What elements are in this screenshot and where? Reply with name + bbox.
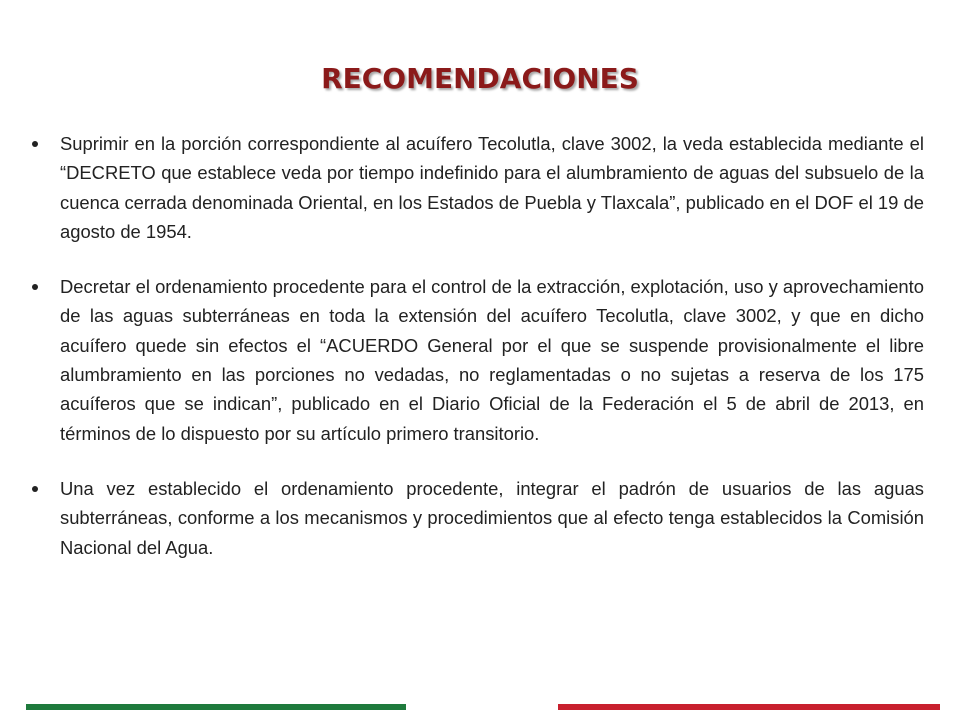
recommendations-list (32, 129, 924, 588)
footer-red-bar (558, 704, 940, 710)
bullet-icon (32, 284, 38, 290)
slide-title: RECOMENDACIONES (321, 62, 639, 95)
bullet-icon (32, 141, 38, 147)
list-item (32, 129, 924, 246)
list-item (32, 272, 924, 448)
bullet-text: Suprimir en la porción correspondiente al acuífero Tecolutla, clave 3002, la veda establecida mediante el “DECRETO que establece veda por tiempo indefinido para el alumbramiento de aguas del subsuelo de la cuenca cerrada denominada Oriental, en los Estados de Puebla y Tlaxcala”, publicado en el DOF el 19 de agosto de 1954. (60, 133, 924, 242)
bullet-icon (32, 486, 38, 492)
footer-green-bar (26, 704, 406, 710)
list-item (32, 474, 924, 562)
bullet-text: Una vez establecido el ordenamiento procedente, integrar el padrón de usuarios de las aguas subterráneas, conforme a los mecanismos y procedimientos que al efecto tenga establecidos la Comisión Nacional del Agua. (60, 477, 924, 558)
bullet-text: Decretar el ordenamiento procedente para el control de la extracción, explotación, uso y aprovechamiento de las aguas subterráneas en toda la extensión del acuífero Tecolutla, clave 3002, y que en dicho acuífero quede sin efectos el “ACUERDO General por el que se suspende provisionalmente el libre alumbramiento en las porciones no vedadas, no reglamentadas o no sujetas a reserva de los 175 acuíferos que se indican”, publicado en el Diario Oficial de la Federación el 5 de abril de 2013, en términos de lo dispuesto por su artículo primero transitorio. (60, 276, 924, 444)
